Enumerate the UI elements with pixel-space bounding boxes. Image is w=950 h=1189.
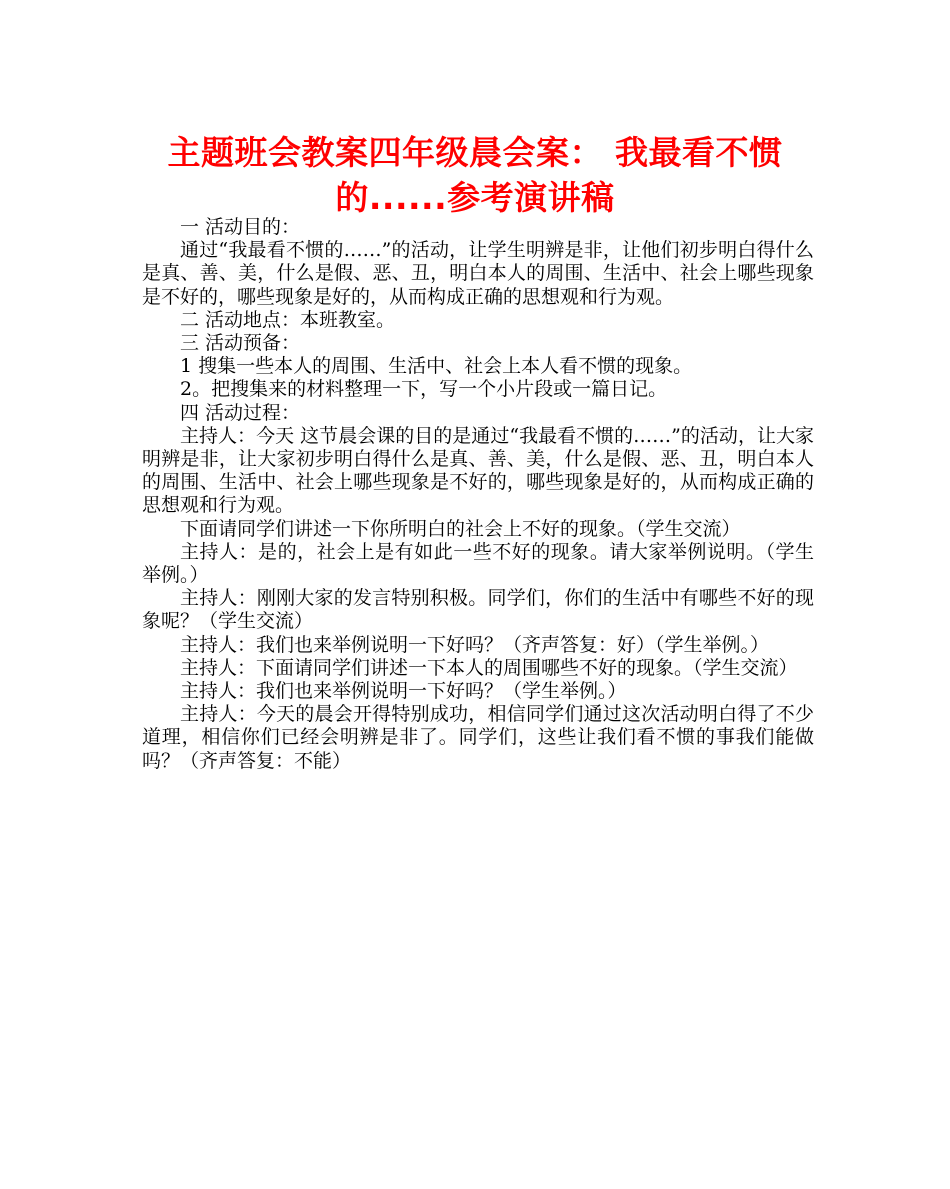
section-heading-purpose: 一 活动目的：: [180, 216, 301, 238]
paragraph-host-surroundings-examples: 主持人：我们也来举例说明一下好吗？（学生举例。）: [180, 680, 627, 703]
document-title: [120, 130, 830, 220]
paragraph-host-examples: 主持人：是的，社会上是有如此一些不好的现象。请大家举例说明。（学生举例。）: [142, 540, 814, 587]
section-heading-preparation: 三 活动预备：: [180, 332, 301, 355]
preparation-item-2: 2。把搜集来的材料整理一下，写一个小片段或一篇日记。: [180, 378, 668, 401]
title-line-1: 主题班会教案四年级晨会案： 我最看不惯: [167, 133, 783, 172]
section-heading-location: 二 活动地点：本班教室。: [180, 308, 396, 331]
paragraph-host-life-examples: 主持人：我们也来举例说明一下好吗？（齐声答复：好）（学生举例。）: [180, 633, 770, 656]
paragraph-host-conclusion: 主持人：今天的晨会开得特别成功，相信同学们通过这次活动明白得了不少道理，相信你们已经会明辨是非了。同学们，这些让我们看不惯的事我们能做吗？（齐声答复：不能）: [142, 703, 814, 772]
paragraph-host-surroundings: 主持人：下面请同学们讲述一下本人的周围哪些不好的现象。（学生交流）: [180, 656, 798, 679]
title-line-2: 的......参考演讲稿: [335, 178, 615, 217]
document-body: [142, 216, 814, 773]
paragraph-purpose: 通过“我最看不惯的……”的活动，让学生明辨是非，让他们初步明白得什么是真、善、美，什么是假、恶、丑，明白本人的周围、生活中、社会上哪些现象是不好的，哪些现象是好的，从而构成正确的思想观和行为观。: [142, 239, 814, 308]
paragraph-host-intro: 主持人：今天 这节晨会课的目的是通过“我最看不惯的……”的活动，让大家明辨是非，让大家初步明白得什么是真、善、美，什么是假、恶、丑，明白本人的周围、生活中、社会上哪些现象是不好的，哪些现象是好的，从而构成正确的思想观和行为观。: [142, 424, 814, 517]
preparation-item-1: 1 搜集一些本人的周围、生活中、社会上本人看不惯的现象。: [180, 355, 693, 378]
section-heading-process: 四 活动过程：: [180, 401, 301, 424]
paragraph-host-life: 主持人：刚刚大家的发言特别积极。同学们，你们的生活中有哪些不好的现象呢？（学生交流）: [142, 587, 814, 633]
paragraph-society-discussion: 下面请同学们讲述一下你所明白的社会上不好的现象。（学生交流）: [180, 517, 741, 540]
